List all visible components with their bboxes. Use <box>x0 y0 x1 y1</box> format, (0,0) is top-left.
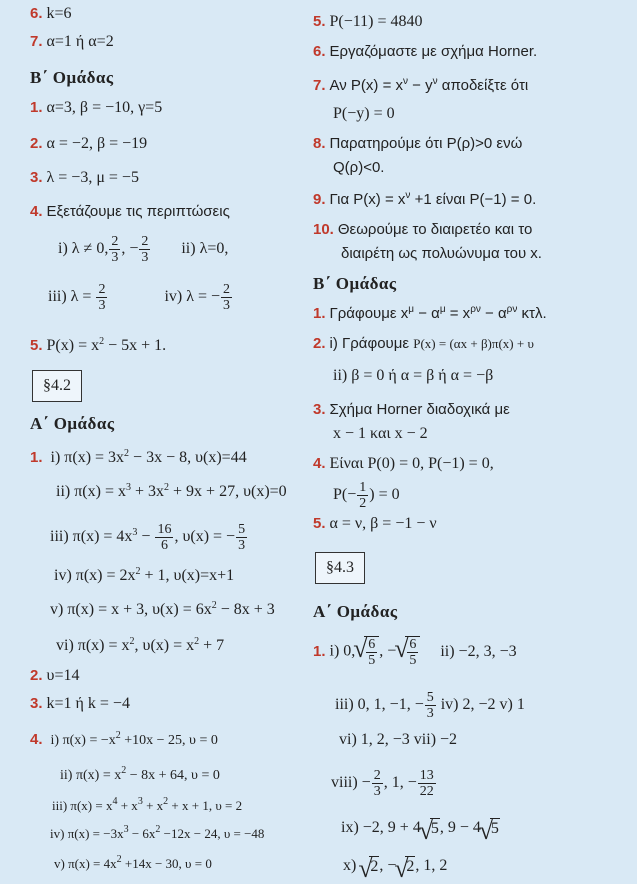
answer-line: ix) −2, 9 + 4√ 5, 9 − 4√ 5 <box>341 818 500 839</box>
fraction: $\frac{5}{3}$ <box>426 690 434 721</box>
answer-line: 7. Αν $P(x) = x^\nu - y^\nu$ αποδείξτε ότι <box>313 76 529 94</box>
group-heading: Α΄ Ομάδας <box>313 602 398 621</box>
group-heading: Β΄ Ομάδας <box>313 274 397 293</box>
answer-line: 6. Εργαζόμαστε με σχήμα Horner. <box>313 43 538 60</box>
answer-line: 5. P(−11) = 4840 <box>313 13 423 30</box>
answer-line: 2. υ=14 <box>30 667 80 684</box>
answer-line: iv) $\pi(x) = -3x^3 - 6x^2 -12x - 24$, υ = −48 <box>50 824 265 841</box>
answer-line: P(−y) = 0 <box>333 105 395 122</box>
section-label: §4.2 <box>32 370 82 402</box>
answer-text: i) $\pi(x) = -x^2 +10x - 25$, υ = 0 <box>50 730 218 748</box>
answer-line: 3. k=1 ή k = −4 <box>30 695 130 712</box>
fraction: $\frac{13}{22}$ <box>419 768 434 799</box>
answer-line: x) √ 2, −√ 2, 1, 2 <box>343 856 447 877</box>
answer-line: v) π(x) = x + 3, $\upsilon(x) = 6x^2 - 8x + 3$ <box>50 600 275 618</box>
answer-line: 3. Σχήμα Horner διαδοχικά με <box>313 401 510 418</box>
fraction: $\frac{1}{2}$ <box>359 480 367 511</box>
answer-line: ii) β = 0 ή α = β ή α = −β <box>333 367 494 384</box>
answer-line: P(− $\frac{1}{2}$ ) = 0 <box>333 480 400 511</box>
answer-line: 5. α = ν, β = −1 − ν <box>313 515 437 532</box>
fraction: $\frac{16}{6}$ <box>157 522 172 553</box>
answer-line: 8. Παρατηρούμε ότι P(ρ)>0 ενώ <box>313 135 523 152</box>
group-heading: Α΄ Ομάδας <box>30 414 115 433</box>
square-root: √ 5 <box>481 818 500 839</box>
answer-line: vi) $\pi(x) = x^2$, $\upsilon(x) = x^2 + 7$ <box>56 636 225 654</box>
fraction: $\frac{2}{3}$ <box>223 282 231 313</box>
fraction: √ $\frac{6}{5}$ <box>368 637 376 668</box>
answer-line: 5. $P(x) = x^2 - 5x + 1$. <box>30 336 167 354</box>
square-root: √ 2 <box>360 856 379 877</box>
answer-line: 4. i) $\pi(x) = -x^2 +10x - 25$, υ = 0 <box>30 730 218 748</box>
square-root <box>355 636 379 668</box>
fraction: $\frac{5}{3}$ <box>238 522 246 553</box>
square-root: √ 2 <box>396 856 415 877</box>
answer-line: ii) $\pi(x) = x^2 - 8x + 64$, υ = 0 <box>60 765 220 783</box>
answer-line: 4. Είναι P(0) = 0, P(−1) = 0, <box>313 455 494 472</box>
fraction: √ $\frac{6}{5}$ <box>409 637 417 668</box>
fraction: $\frac{2}{3}$ <box>373 768 381 799</box>
answer-line: viii) − $\frac{2}{3}$ , 1, − $\frac{13}{22}$ <box>331 768 434 799</box>
answer-line: 10. Θεωρούμε το διαιρετέο και το <box>313 221 533 238</box>
answer-line: διαιρέτη ως πολυώνυμα του x. <box>341 245 542 262</box>
answer-line: 2. α = −2, β = −19 <box>30 135 148 152</box>
answer-line: iii) 0, 1, −1, − $\frac{5}{3}$ iv) 2, −2 v) 1 <box>335 690 525 721</box>
answer-line: 1. i) 0, √ $\frac{6}{5}$ , − √ $\frac{6}{5}$ ii) −2, 3, −3 <box>313 636 517 668</box>
answer-line: 1. Γράφουμε $x^\mu - \alpha^\mu = x^{\rho\nu} - \alpha^{\rho\nu}$ κτλ. <box>313 304 547 322</box>
answer-line: ii) $\pi(x) = x^3 + 3x^2 + 9x + 27$, υ(x)=0 <box>56 482 287 500</box>
answer-line: 2. i) Γράφουμε P(x) = (αx + β)π(x) + υ <box>313 335 534 352</box>
answer-line: 3. λ = −3, μ = −5 <box>30 169 139 186</box>
answer-line: i) λ ≠ 0, $\frac{2}{3}$ , − $\frac{2}{3}$ ii) λ=0, <box>58 234 229 265</box>
answer-line: Q(ρ)<0. <box>333 159 385 176</box>
answer-line: vi) 1, 2, −3 vii) −2 <box>339 731 458 748</box>
answer-line: iii) λ = $\frac{2}{3}$ iv) λ = − $\frac{2}{3}$ <box>48 282 231 313</box>
answer-line: 7. α=1 ή α=2 <box>30 33 114 50</box>
answer-line: iv) $\pi(x) = 2x^2 + 1$, υ(x)=x+1 <box>54 566 235 584</box>
fraction: $\frac{2}{3}$ <box>141 234 149 265</box>
answer-line: x − 1 και x − 2 <box>333 425 428 442</box>
fraction: $\frac{2}{3}$ <box>111 234 119 265</box>
answer-line: 1. α=3, β = −10, γ=5 <box>30 99 163 116</box>
square-root <box>396 636 420 668</box>
answer-line: v) $\pi(x) = 4x^2 +14x - 30$, υ = 0 <box>54 854 212 871</box>
group-heading: Β΄ Ομάδας <box>30 68 114 87</box>
answer-line: iii) $\pi(x) = x^4 + x^3 + x^2 + x + 1$, υ = 2 <box>52 796 243 813</box>
section-label: §4.3 <box>315 552 365 584</box>
square-root: √ 5 <box>421 818 440 839</box>
answer-line: iii) $\pi(x) = 4x^3$ − $\frac{16}{6}$ , υ(x) = − $\frac{5}{3}$ <box>50 522 246 553</box>
answer-line: 1. i) $\pi(x) = 3x^2 - 3x - 8$, υ(x)=44 <box>30 448 247 466</box>
answer-line: 9. Για $P(x) = x^\nu +1$ είναι P(−1) = 0. <box>313 190 537 208</box>
answer-line: 4. Εξετάζουμε τις περιπτώσεις <box>30 203 230 220</box>
answer-line: 6. k=6 <box>30 5 72 22</box>
fraction: $\frac{2}{3}$ <box>98 282 106 313</box>
